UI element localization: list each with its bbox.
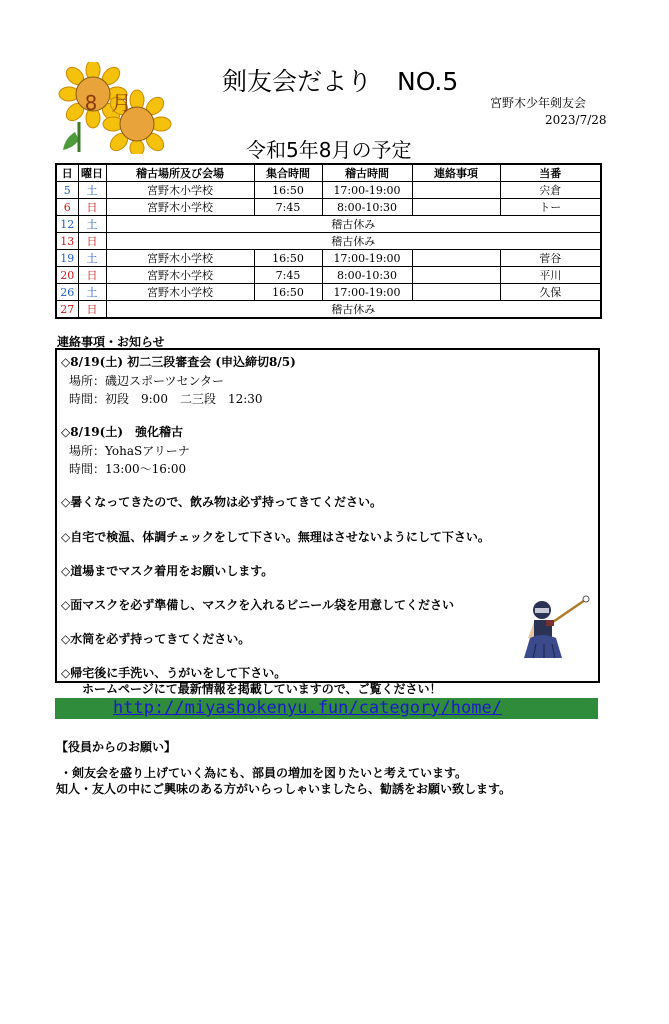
notes-cell bbox=[412, 199, 500, 216]
page-title: 剣友会だより NO.5 bbox=[222, 67, 459, 96]
col-day: 日 bbox=[56, 164, 78, 182]
meet-cell: 16:50 bbox=[254, 250, 322, 267]
notice-item: ◇8/19(土) 初二三段審査会 (申込締切8/5) bbox=[61, 355, 296, 369]
weekday-cell: 日 bbox=[78, 301, 106, 319]
notice-item: ◇道場までマスク着用をお願いします。 bbox=[61, 564, 274, 578]
weekday-cell: 土 bbox=[78, 250, 106, 267]
table-row bbox=[56, 284, 601, 301]
duty-cell: 久保 bbox=[500, 284, 601, 301]
meet-cell: 7:45 bbox=[254, 199, 322, 216]
notes-cell bbox=[412, 267, 500, 284]
meet-cell: 7:45 bbox=[254, 267, 322, 284]
col-practice-time: 稽古時間 bbox=[322, 164, 412, 182]
weekday-cell: 土 bbox=[78, 216, 106, 233]
url-banner bbox=[55, 698, 598, 719]
notice-detail: 場所：YohaSアリーナ bbox=[69, 444, 190, 458]
no-practice-cell: 稽古休み bbox=[106, 301, 601, 319]
duty-cell: 菅谷 bbox=[500, 250, 601, 267]
col-meet-time: 集合時間 bbox=[254, 164, 322, 182]
table-row bbox=[56, 199, 601, 216]
table-row bbox=[56, 267, 601, 284]
no-practice-cell: 稽古休み bbox=[106, 216, 601, 233]
col-notes: 連絡事項 bbox=[412, 164, 500, 182]
duty-cell: 宍倉 bbox=[500, 182, 601, 199]
venue-cell: 宮野木小学校 bbox=[106, 199, 254, 216]
practice-cell: 8:00-10:30 bbox=[322, 267, 412, 284]
notice-item: ◇8/19(土) 強化稽古 bbox=[61, 425, 184, 439]
notice-detail: 時間：初段 9:00 二三段 12:30 bbox=[69, 392, 263, 406]
issue-date: 2023/7/28 bbox=[545, 113, 607, 127]
col-weekday: 曜日 bbox=[78, 164, 106, 182]
day-cell: 5 bbox=[56, 182, 78, 199]
notice-item: ◇暑くなってきたので、飲み物は必ず持ってきてください。 bbox=[61, 495, 382, 509]
weekday-cell: 日 bbox=[78, 267, 106, 284]
venue-cell: 宮野木小学校 bbox=[106, 182, 254, 199]
table-row bbox=[56, 233, 601, 250]
day-cell: 26 bbox=[56, 284, 78, 301]
notice-item: ◇面マスクを必ず準備し、マスクを入れるビニール袋を用意してください bbox=[61, 598, 454, 612]
notes-cell bbox=[412, 182, 500, 199]
request-line: 知人・友人の中にご興味のある方がいらっしゃいましたら、勧誘をお願い致します。 bbox=[56, 782, 512, 796]
table-row bbox=[56, 216, 601, 233]
day-cell: 27 bbox=[56, 301, 78, 319]
sunflower-icon bbox=[55, 62, 175, 154]
notice-item: ◇水筒を必ず持ってきてください。 bbox=[61, 632, 251, 646]
practice-cell: 17:00-19:00 bbox=[322, 284, 412, 301]
day-cell: 13 bbox=[56, 233, 78, 250]
venue-cell: 宮野木小学校 bbox=[106, 267, 254, 284]
table-row bbox=[56, 182, 601, 199]
venue-cell: 宮野木小学校 bbox=[106, 250, 254, 267]
request-line: ・剣友会を盛り上げていく為にも、部員の増加を図りたいと考えています。 bbox=[60, 766, 468, 780]
schedule-table bbox=[55, 163, 602, 319]
table-row bbox=[56, 301, 601, 319]
homepage-notice: ホームページにて最新情報を掲載していますので、ご覧ください！ bbox=[82, 682, 442, 696]
table-header-row bbox=[56, 164, 601, 182]
col-venue: 稽古場所及び会場 bbox=[106, 164, 254, 182]
logo-text: 8月 bbox=[84, 91, 146, 115]
weekday-cell: 日 bbox=[78, 233, 106, 250]
day-cell: 6 bbox=[56, 199, 78, 216]
notice-item: ◇帰宅後に手洗い、うがいをして下さい。 bbox=[61, 666, 287, 680]
notes-cell bbox=[412, 284, 500, 301]
col-duty: 当番 bbox=[500, 164, 601, 182]
weekday-cell: 土 bbox=[78, 182, 106, 199]
table-row bbox=[56, 250, 601, 267]
no-practice-cell: 稽古休み bbox=[106, 233, 601, 250]
notice-detail: 場所：磯辺スポーツセンター bbox=[69, 374, 225, 388]
day-cell: 20 bbox=[56, 267, 78, 284]
weekday-cell: 日 bbox=[78, 199, 106, 216]
organization-name: 宮野木少年剣友会 bbox=[490, 96, 587, 110]
practice-cell: 8:00-10:30 bbox=[322, 199, 412, 216]
venue-cell: 宮野木小学校 bbox=[106, 284, 254, 301]
meet-cell: 16:50 bbox=[254, 284, 322, 301]
meet-cell: 16:50 bbox=[254, 182, 322, 199]
notes-cell bbox=[412, 250, 500, 267]
practice-cell: 17:00-19:00 bbox=[322, 250, 412, 267]
day-cell: 19 bbox=[56, 250, 78, 267]
schedule-title: 令和5年8月の予定 bbox=[246, 138, 412, 162]
request-heading: 【役員からのお願い】 bbox=[56, 740, 177, 754]
kendo-player-icon bbox=[512, 594, 592, 664]
practice-cell: 17:00-19:00 bbox=[322, 182, 412, 199]
notice-item: ◇自宅で検温、体調チェックをして下さい。無理はさせないようにして下さい。 bbox=[61, 530, 490, 544]
homepage-link[interactable]: http://miyashokenyu.fun/category/home/ bbox=[113, 698, 502, 718]
duty-cell: トー bbox=[500, 199, 601, 216]
weekday-cell: 土 bbox=[78, 284, 106, 301]
day-cell: 12 bbox=[56, 216, 78, 233]
duty-cell: 平川 bbox=[500, 267, 601, 284]
notices-box bbox=[55, 348, 600, 683]
notices-heading: 連絡事項・お知らせ bbox=[57, 335, 165, 349]
notice-detail: 時間：13:00～16:00 bbox=[69, 462, 187, 476]
